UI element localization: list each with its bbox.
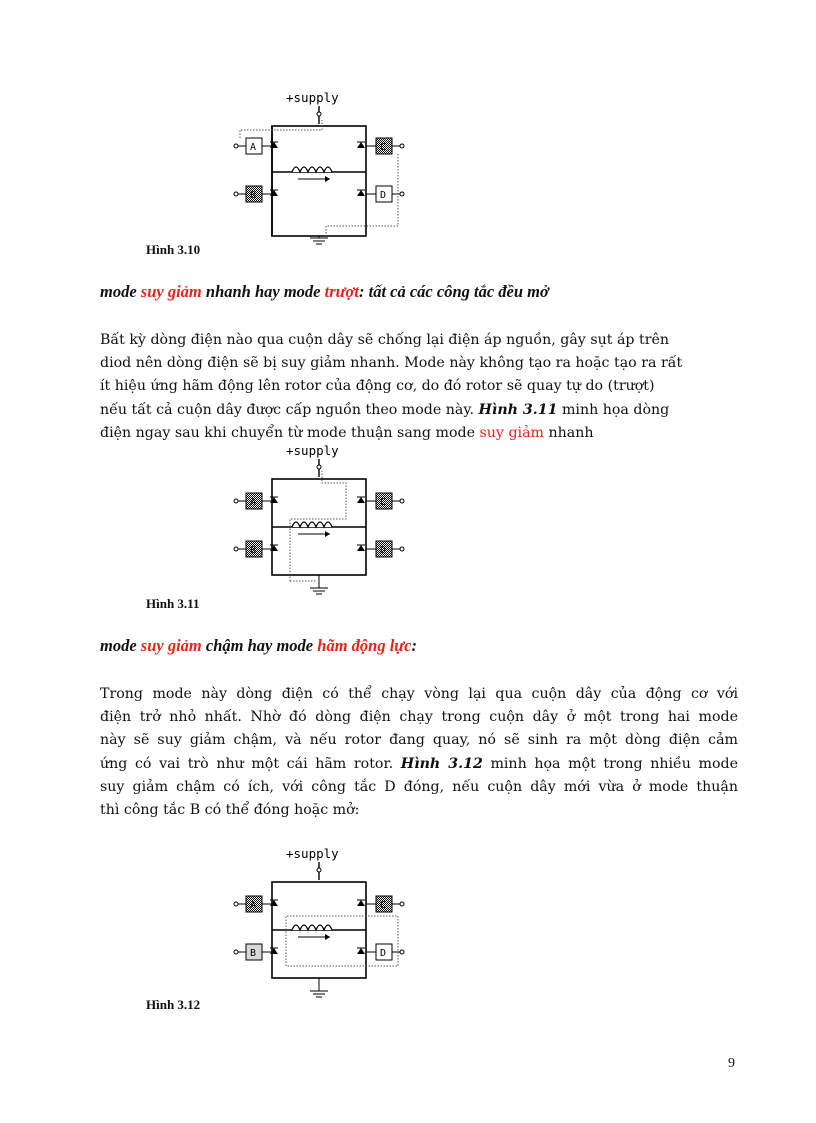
- svg-text:+supply: +supply: [286, 443, 339, 458]
- figure-caption: Hình 3.10: [146, 242, 201, 257]
- svg-text:D: D: [380, 545, 387, 556]
- svg-text:B: B: [250, 545, 257, 556]
- svg-text:B: B: [250, 190, 257, 201]
- svg-text:A: A: [250, 497, 257, 508]
- section-heading-slow-decay: mode suy giảm chậm hay mode hãm động lực:: [100, 636, 417, 655]
- figure-3-10: [226, 90, 412, 246]
- figure-caption: Hình 3.11: [146, 596, 200, 611]
- svg-text:C: C: [380, 497, 387, 508]
- paragraph-slow-decay: Trong mode này dòng điện có thể chạy vòng lại qua cuộn dây của động cơ với điện trở nhỏ nhất. Nhờ đó dòng điện chạy trong cuộn dây ở một trong hai mode này sẽ suy giảm chậm, và nếu rotor đang quay, nó sẽ sinh ra một dòng điện cảm ứng có vai trò như một cái hãm rotor. Hình 3.12 minh họa một trong nhiều mode suy giảm chậm có ích, với công tắc D đóng, nếu cuộn dây mới vừa ở mode thuận thì công tắc B có thể đóng hoặc mở:: [100, 686, 738, 818]
- page-number: 9: [728, 1056, 735, 1071]
- svg-text:D: D: [380, 948, 387, 959]
- svg-text:A: A: [250, 900, 257, 911]
- figure-3-11: [226, 443, 412, 599]
- svg-text:A: A: [250, 142, 257, 153]
- svg-text:+supply: +supply: [286, 846, 339, 861]
- supply-label: +supply: [286, 90, 339, 105]
- figure-3-12: [226, 846, 412, 1002]
- svg-text:B: B: [250, 948, 257, 959]
- svg-text:C: C: [380, 900, 387, 911]
- paragraph-fast-decay: Bất kỳ dòng điện nào qua cuộn dây sẽ chống lại điện áp nguồn, gây sụt áp trên diod nên dòng điện sẽ bị suy giảm nhanh. Mode này không tạo ra hoặc tạo ra rất ít hiệu ứng hãm động lên rotor của động cơ, do đó rotor sẽ quay tự do (trượt) nếu tất cả cuộn dây được cấp nguồn theo mode này. Hình 3.11 minh họa dòng điện ngay sau khi chuyển từ mode thuận sang mode suy giảm nhanh: [100, 332, 683, 441]
- svg-text:C: C: [380, 142, 387, 153]
- svg-text:D: D: [380, 190, 387, 201]
- figure-caption: Hình 3.12: [146, 997, 201, 1012]
- section-heading-fast-decay: mode suy giảm nhanh hay mode trượt: tất cả các công tắc đều mở: [100, 282, 549, 301]
